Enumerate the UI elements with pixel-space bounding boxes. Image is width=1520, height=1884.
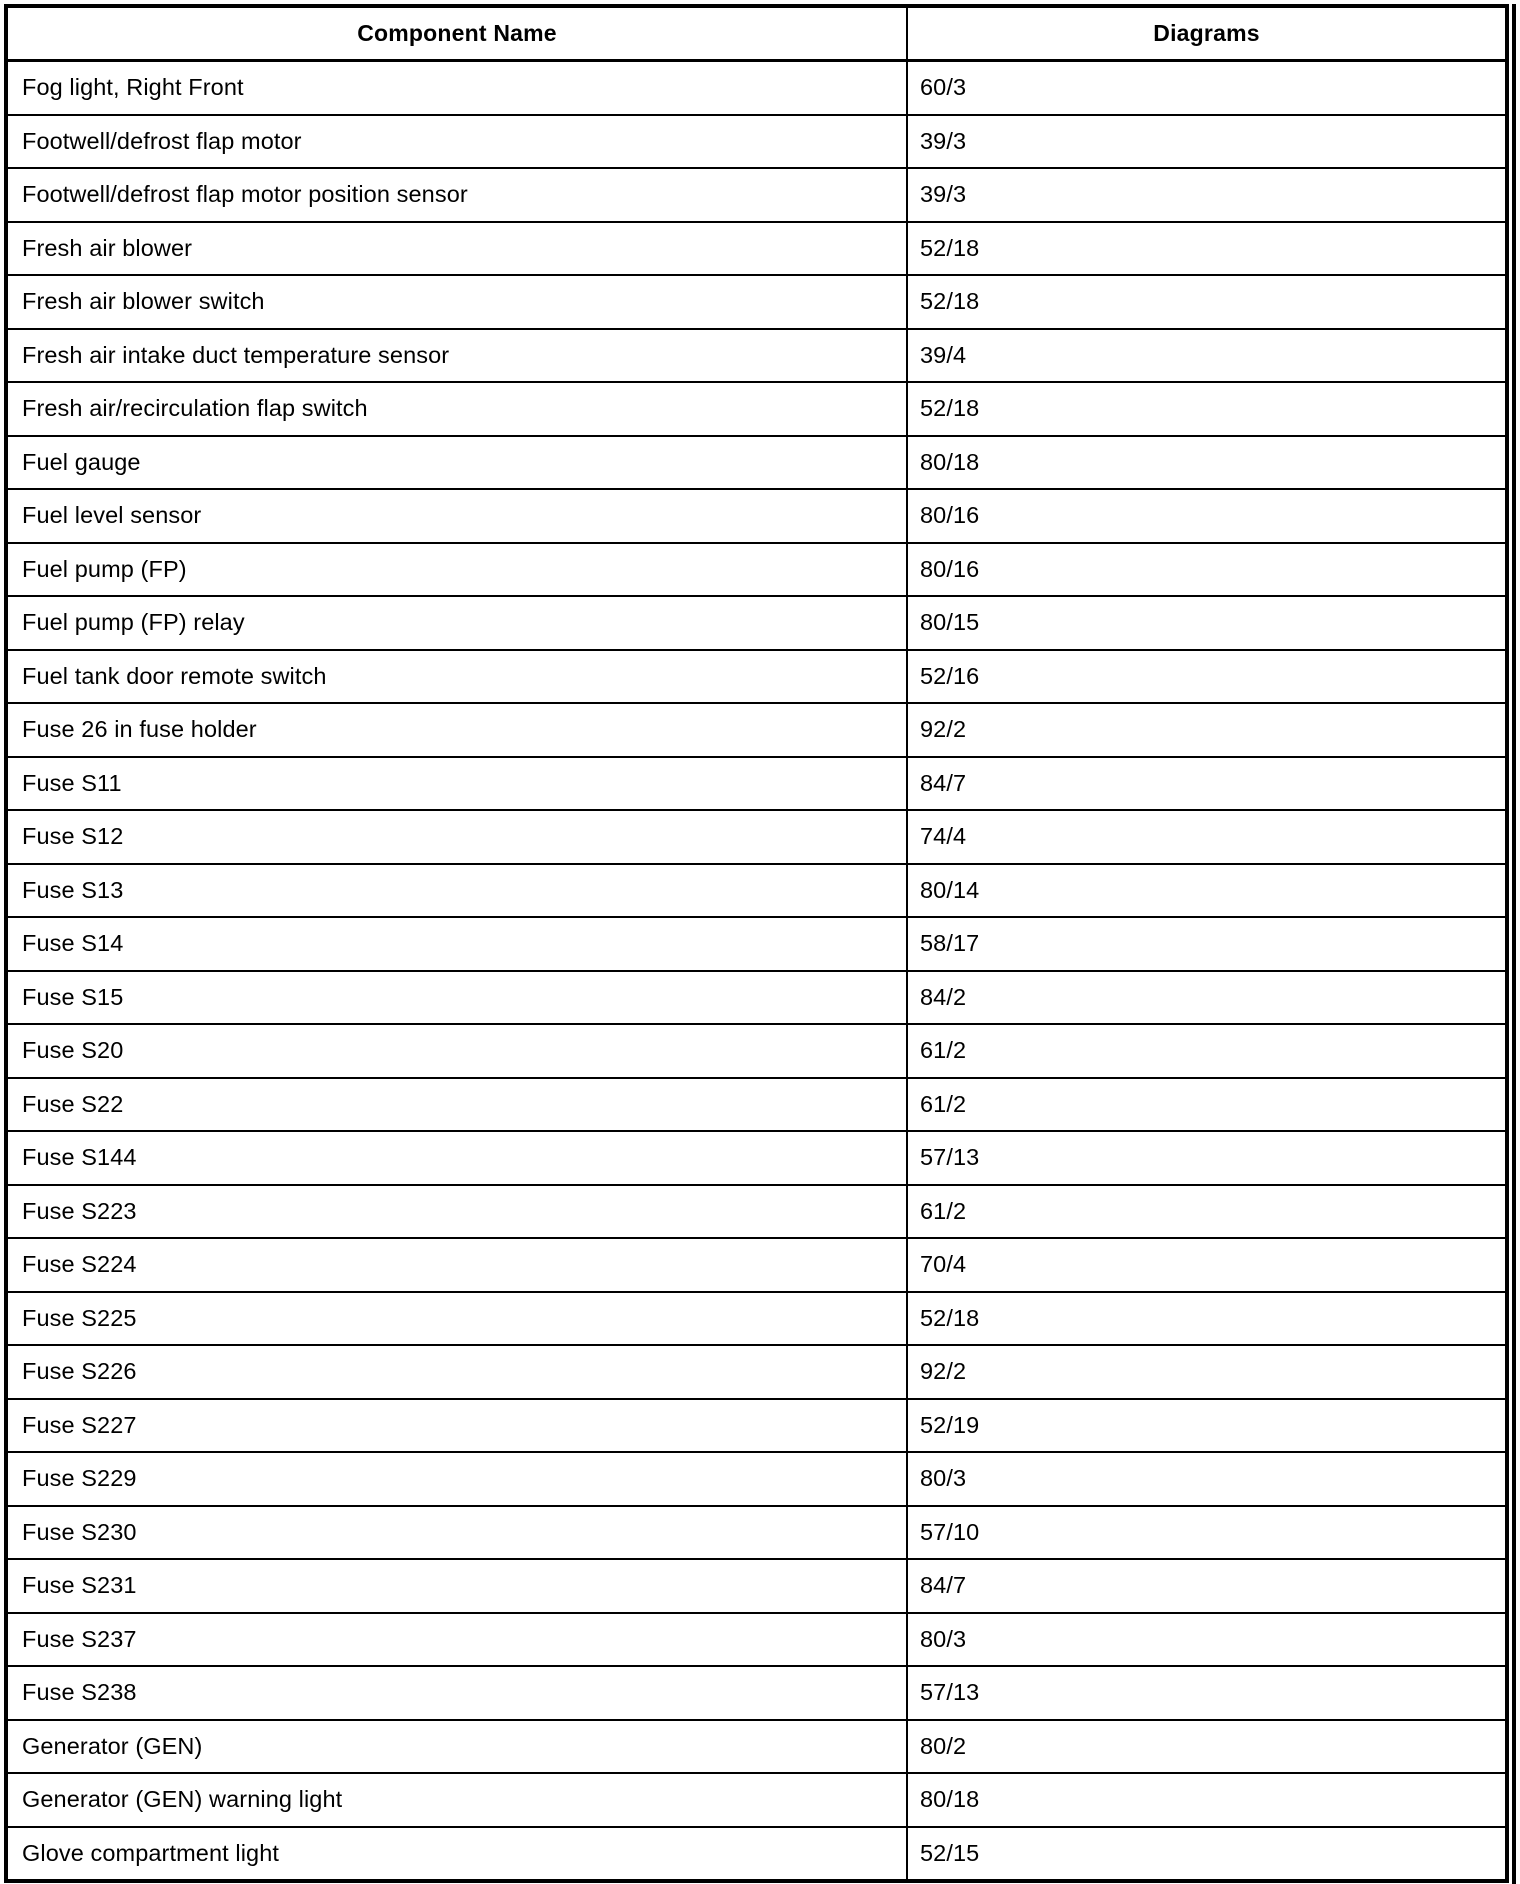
table-row bbox=[6, 275, 1507, 329]
diagram-reference-cell: 52/15 bbox=[920, 1839, 980, 1866]
component-name-cell: Fuse S231 bbox=[6, 1559, 907, 1613]
table-row bbox=[6, 1292, 1507, 1346]
component-name-cell: Glove compartment light bbox=[6, 1827, 907, 1882]
diagram-reference-cell: 60/3 bbox=[907, 61, 1507, 115]
diagram-reference-cell: 84/7 bbox=[907, 757, 1507, 811]
table-row bbox=[6, 61, 1507, 115]
component-name-cell: Fresh air intake duct temperature sensor bbox=[6, 329, 907, 383]
table-row bbox=[6, 1078, 1507, 1132]
table-row bbox=[6, 971, 1507, 1025]
table-body bbox=[6, 61, 1507, 1882]
component-name-cell: Fresh air blower switch bbox=[6, 275, 907, 329]
component-name-cell: Generator (GEN) bbox=[6, 1720, 907, 1774]
component-name-cell: Fuse S226 bbox=[6, 1345, 907, 1399]
component-name-cell: Fog light, Right Front bbox=[6, 61, 907, 115]
table-row bbox=[6, 864, 1507, 918]
component-name-cell: Fresh air/recirculation flap switch bbox=[6, 382, 907, 436]
table-row bbox=[6, 1773, 1507, 1827]
diagram-reference-cell: 57/13 bbox=[907, 1131, 1507, 1185]
table-row bbox=[6, 1238, 1507, 1292]
diagram-reference-cell: 80/18 bbox=[907, 436, 1507, 490]
table-row bbox=[6, 1613, 1507, 1667]
diagram-reference-cell: 74/4 bbox=[907, 810, 1507, 864]
table-header-row bbox=[6, 6, 1507, 61]
table-row bbox=[6, 382, 1507, 436]
table-row bbox=[6, 1185, 1507, 1239]
component-name-cell: Fuse S11 bbox=[6, 757, 907, 811]
table-row bbox=[6, 329, 1507, 383]
diagram-reference-cell: 80/14 bbox=[907, 864, 1507, 918]
diagram-reference-cell: 80/15 bbox=[907, 596, 1507, 650]
diagram-reference-cell: 52/18 bbox=[907, 382, 1507, 436]
diagram-reference-cell: 61/2 bbox=[907, 1024, 1507, 1078]
diagram-reference-cell: 52/18 bbox=[907, 1292, 1507, 1346]
diagram-reference-cell: 61/2 bbox=[907, 1185, 1507, 1239]
diagram-reference-cell: 80/3 bbox=[907, 1452, 1507, 1506]
diagram-reference-cell: 39/3 bbox=[907, 115, 1507, 169]
table-row bbox=[6, 115, 1507, 169]
diagram-reference-cell: 70/4 bbox=[907, 1238, 1507, 1292]
component-name-cell: Fuse S15 bbox=[6, 971, 907, 1025]
diagram-reference-cell: 92/2 bbox=[907, 1345, 1507, 1399]
component-name-cell: Fuse S237 bbox=[6, 1613, 907, 1667]
table-row bbox=[6, 543, 1507, 597]
column-header-diagrams: Diagrams bbox=[907, 6, 1507, 61]
component-name-cell: Fuse S224 bbox=[6, 1238, 907, 1292]
diagram-reference-cell: 61/2 bbox=[907, 1078, 1507, 1132]
table-row bbox=[6, 168, 1507, 222]
component-name-cell: Fuel pump (FP) relay bbox=[6, 596, 907, 650]
component-name-cell: Fuse S22 bbox=[6, 1078, 907, 1132]
component-name-cell: Generator (GEN) warning light bbox=[6, 1773, 907, 1827]
diagram-reference-cell: 52/19 bbox=[907, 1399, 1507, 1453]
table-row bbox=[6, 489, 1507, 543]
diagram-reference-cell: 80/18 bbox=[907, 1773, 1507, 1827]
component-name-cell: Footwell/defrost flap motor bbox=[6, 115, 907, 169]
table-row bbox=[6, 222, 1507, 276]
component-name-cell: Fuel pump (FP) bbox=[6, 543, 907, 597]
component-name-cell: Fuse S225 bbox=[6, 1292, 907, 1346]
table-row bbox=[6, 596, 1507, 650]
table-row bbox=[6, 1559, 1507, 1613]
table-row bbox=[6, 757, 1507, 811]
table-row bbox=[6, 810, 1507, 864]
component-name-cell: Fuse S144 bbox=[6, 1131, 907, 1185]
table-row bbox=[6, 1399, 1507, 1453]
component-name-cell: Fuse S223 bbox=[6, 1185, 907, 1239]
component-name-cell: Fuse S238 bbox=[6, 1666, 907, 1720]
diagram-reference-cell: 52/18 bbox=[907, 275, 1507, 329]
component-name-cell: Fuse S13 bbox=[6, 864, 907, 918]
diagram-reference-cell: 57/10 bbox=[907, 1506, 1507, 1560]
table-row bbox=[6, 917, 1507, 971]
table-row bbox=[6, 1452, 1507, 1506]
component-name-cell: Fuse S12 bbox=[6, 810, 907, 864]
diagram-reference-cell: 84/7 bbox=[907, 1559, 1507, 1613]
table-row bbox=[6, 650, 1507, 704]
table-row bbox=[6, 1827, 1507, 1882]
component-name-cell: Fuse 26 in fuse holder bbox=[6, 703, 907, 757]
component-name-cell: Fuse S14 bbox=[6, 917, 907, 971]
component-name-cell: Fuse S230 bbox=[6, 1506, 907, 1560]
diagram-reference-cell: 84/2 bbox=[907, 971, 1507, 1025]
table-row bbox=[6, 703, 1507, 757]
diagram-reference-cell: 57/13 bbox=[907, 1666, 1507, 1720]
diagram-reference-cell: 92/2 bbox=[907, 703, 1507, 757]
component-name-cell: Fuel tank door remote switch bbox=[6, 650, 907, 704]
component-name-cell: Fuse S227 bbox=[6, 1399, 907, 1453]
table-row bbox=[6, 436, 1507, 490]
diagram-reference-cell: 58/17 bbox=[907, 917, 1507, 971]
table-row bbox=[6, 1131, 1507, 1185]
diagram-reference-cell: 39/4 bbox=[907, 329, 1507, 383]
diagram-reference-cell: 80/3 bbox=[907, 1613, 1507, 1667]
table-row bbox=[6, 1666, 1507, 1720]
table-row bbox=[6, 1720, 1507, 1774]
component-name-cell: Fuel gauge bbox=[6, 436, 907, 490]
page-edge-line bbox=[1512, 4, 1516, 1884]
diagram-reference-cell: 80/2 bbox=[907, 1720, 1507, 1774]
diagram-reference-cell: 80/16 bbox=[907, 543, 1507, 597]
component-name-cell: Footwell/defrost flap motor position sensor bbox=[6, 168, 907, 222]
component-name-cell: Fuse S229 bbox=[6, 1452, 907, 1506]
component-name-cell: Fuse S20 bbox=[6, 1024, 907, 1078]
table-row bbox=[6, 1024, 1507, 1078]
diagram-reference-cell: 52/18 bbox=[907, 222, 1507, 276]
component-index-table bbox=[4, 4, 1509, 1883]
table-row bbox=[6, 1345, 1507, 1399]
column-header-component-name: Component Name bbox=[6, 6, 907, 61]
diagram-reference-cell: 80/16 bbox=[907, 489, 1507, 543]
table-row bbox=[6, 1506, 1507, 1560]
component-name-cell: Fuel level sensor bbox=[6, 489, 907, 543]
component-name-cell: Fresh air blower bbox=[6, 222, 907, 276]
diagram-reference-cell: 52/16 bbox=[907, 650, 1507, 704]
diagram-reference-cell: 39/3 bbox=[907, 168, 1507, 222]
